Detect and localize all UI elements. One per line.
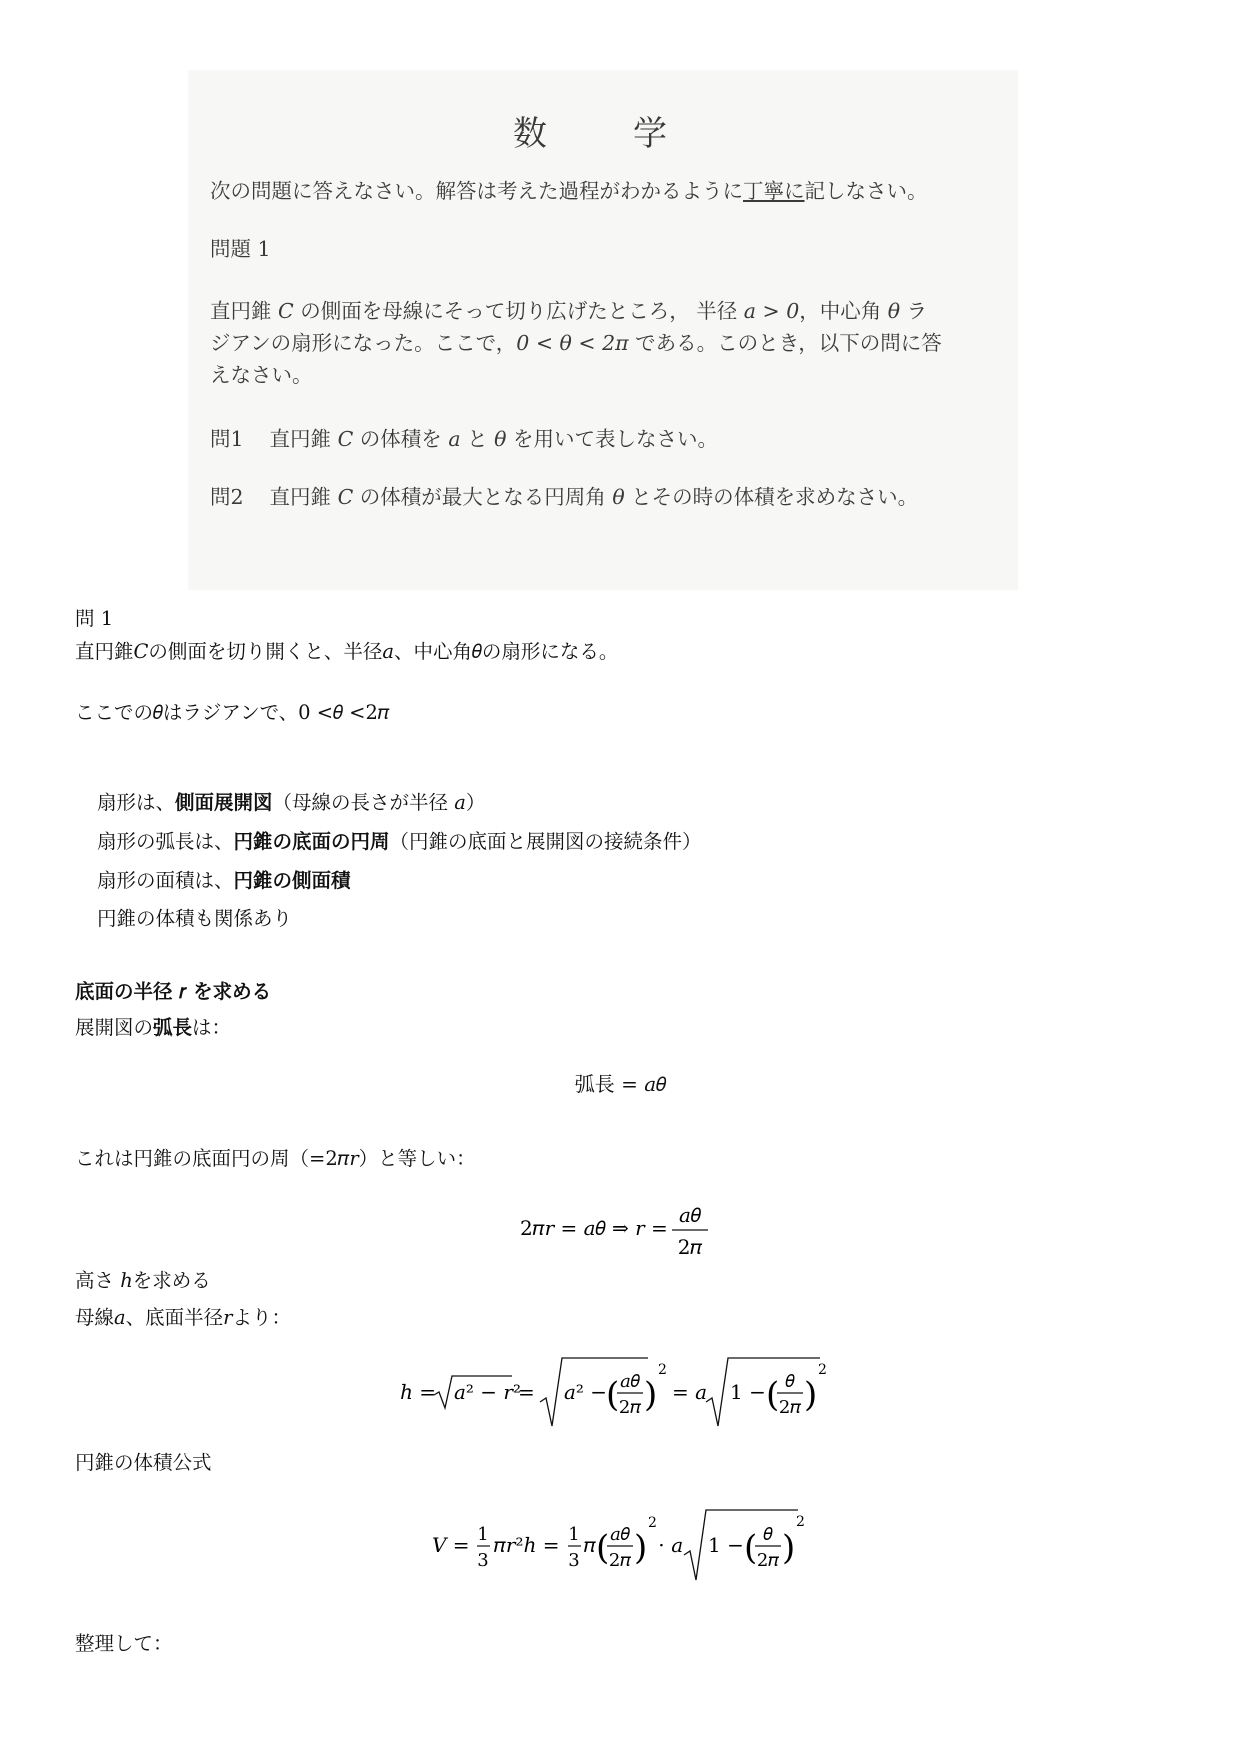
scan-body-line2: ジアンの扇形になった。ここで，0 < θ < 2π である。このとき，以下の問に答 <box>210 331 942 355</box>
eq-h-one-minus: 1 − <box>730 1380 766 1404</box>
eq-v-exp1: 2 <box>648 1515 657 1531</box>
eq-v-rparen2: ) <box>782 1528 796 1568</box>
answer-heading: 問 1 <box>75 607 114 630</box>
eq-v-frac3-num: 𝑎𝜃 <box>610 1524 630 1545</box>
eq-v-pi: 𝜋 <box>584 1533 596 1557</box>
section-radius-intro: 展開図の弧長は： <box>75 1016 232 1039</box>
section-volume-heading: 円錐の体積公式 <box>75 1451 212 1474</box>
eq-r-lhs: 2𝜋𝑟 = 𝑎𝜃 ⇒ 𝑟 = <box>520 1216 668 1240</box>
eq-h-frac2-den: 2𝜋 <box>778 1397 802 1418</box>
scan-body-line1: 直円錐 C の側面を母線にそって切り広げたところ， 半径 a > 0，中心角 θ ラ <box>210 299 928 323</box>
eq-v-exp2: 2 <box>796 1514 805 1530</box>
eq-h-a2: 𝑎² − <box>564 1380 608 1404</box>
eq-h-lhs: ℎ = <box>400 1380 436 1404</box>
section-radius-line: これは円錐の底面円の周（=2𝜋𝑟）と等しい： <box>75 1147 476 1170</box>
scan-question-2: 問2 直円錐 C の体積が最大となる円周角 θ とその時の体積を求めなさい。 <box>210 485 919 509</box>
eq-v-frac3-den: 2𝜋 <box>608 1550 632 1571</box>
eq-v-lparen2: ( <box>744 1528 758 1568</box>
eq-v-frac2-den: 3 <box>568 1550 580 1571</box>
eq-h-eq2: = <box>518 1380 535 1404</box>
equation-arc-length: 弧長 = 𝑎𝜃 <box>574 1072 667 1096</box>
equation-radius <box>520 1200 720 1262</box>
eq-v-frac2-num: 1 <box>568 1524 580 1545</box>
eq-h-frac2-num: 𝜃 <box>785 1371 795 1392</box>
section-height-heading: 高さ ℎを求める <box>75 1269 211 1292</box>
eq-h-exp1: 2 <box>658 1362 667 1378</box>
eq-v-pr2h: 𝜋𝑟²ℎ = <box>494 1533 560 1557</box>
eq-h-eq3: = 𝑎 <box>672 1380 708 1404</box>
scan-instruction: 次の問題に答えなさい。解答は考えた過程がわかるように丁寧に記しなさい。 <box>210 179 928 203</box>
eq-h-rad1: 𝑎² − 𝑟² <box>454 1380 521 1404</box>
bullet-2: 扇形の弧長は、円錐の底面の円周（円錐の底面と展開図の接続条件） <box>97 830 702 853</box>
eq-v-frac1-den: 3 <box>477 1550 489 1571</box>
eq-h-exp2: 2 <box>818 1362 827 1378</box>
eq-h-lparen1: ( <box>606 1375 620 1415</box>
bullet-1: 扇形は、側面展開図（母線の長さが半径 𝑎） <box>97 791 486 814</box>
scan-title: 数 学 <box>513 114 693 154</box>
eq-v-lparen1: ( <box>596 1528 610 1568</box>
eq-h-rparen2: ) <box>804 1375 818 1415</box>
section-volume-tail: 整理して： <box>75 1632 173 1655</box>
eq-r-frac-den: 2𝜋 <box>677 1235 703 1259</box>
eq-v-lhs: 𝑉 = <box>432 1533 470 1557</box>
scan-question-1: 問1 直円錐 C の体積を a と θ を用いて表しなさい。 <box>210 427 718 451</box>
eq-h-lparen2: ( <box>766 1375 780 1415</box>
eq-r-frac-num: 𝑎𝜃 <box>678 1203 702 1227</box>
section-radius-heading: 底面の半径 𝑟 を求める <box>75 980 272 1003</box>
eq-v-frac4-den: 2𝜋 <box>756 1550 780 1571</box>
scan-body-line3: えなさい。 <box>210 363 313 387</box>
section-height-line: 母線𝑎、底面半径𝑟より： <box>75 1306 291 1329</box>
scanned-problem-image <box>188 70 1018 590</box>
bullet-3: 扇形の面積は、円錐の側面積 <box>97 869 351 892</box>
eq-v-frac1-num: 1 <box>477 1524 489 1545</box>
eq-h-frac1-num: 𝑎𝜃 <box>620 1371 640 1392</box>
eq-v-one-minus: 1 − <box>708 1533 744 1557</box>
answer-line1: 直円錐𝐶の側面を切り開くと、半径𝑎、中心角𝜃の扇形になる。 <box>75 640 619 663</box>
equation-volume <box>432 1500 812 1586</box>
scan-problem-heading: 問題 1 <box>210 237 271 261</box>
eq-v-cdot-a: ⋅ 𝑎 <box>658 1533 684 1557</box>
eq-v-frac4-num: 𝜃 <box>763 1524 773 1545</box>
eq-h-frac1-den: 2𝜋 <box>618 1397 642 1418</box>
eq-h-rparen1: ) <box>644 1375 658 1415</box>
equation-height <box>400 1352 840 1432</box>
bullet-4: 円錐の体積も関係あり <box>97 907 293 930</box>
eq-v-rparen1: ) <box>634 1528 648 1568</box>
answer-line2: ここでの𝜃はラジアンで、0 <𝜃 <2𝜋 <box>75 701 390 724</box>
